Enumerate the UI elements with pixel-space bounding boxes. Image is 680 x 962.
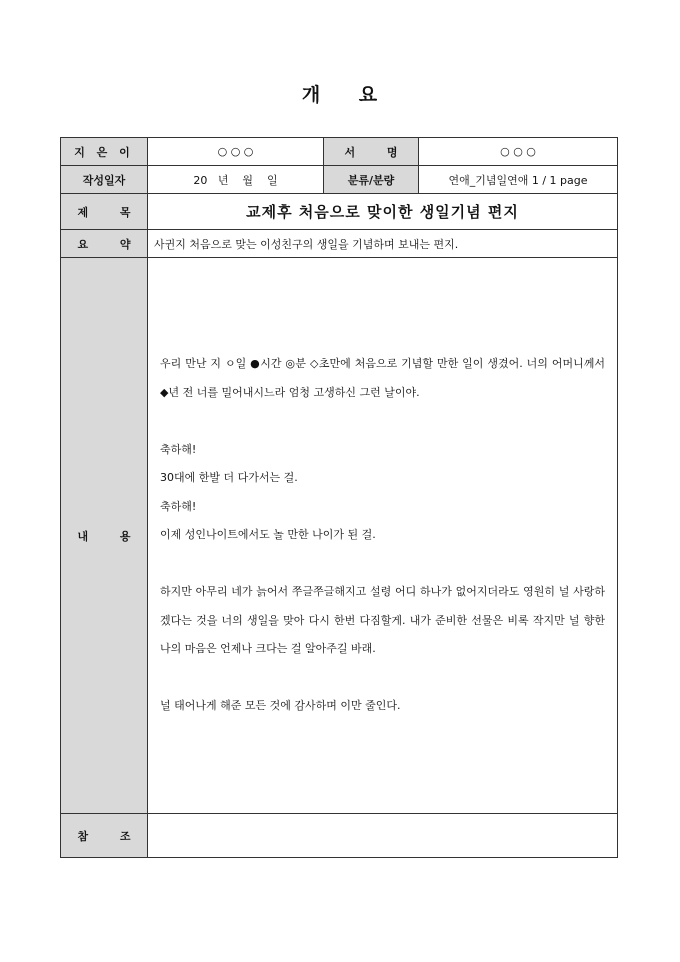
subject-value: 교제후 처음으로 맞이한 생일기념 편지 [148,194,618,230]
content-paragraph-2: 하지만 아무리 네가 늙어서 쭈글쭈글해지고 설령 어디 하나가 없어지더라도 영원히 널 사랑하겠다는 것을 너의 생일을 맞아 다시 한번 다짐할게. 내가 준비한 선물은 비록 작지만 널 향한 나의 마음은 언제나 크다는 걸 알아주길 바래. [160,585,605,656]
content-paragraph-1: 우리 만난 지 ㅇ일 ●시간 ◎분 ◇초만에 처음으로 기념할 만한 일이 생겼어. 너의 어머니께서 ◆년 전 너를 밀어내시느라 엄청 고생하신 그런 날이야. [160,357,605,399]
content-closing: 널 태어나게 해준 모든 것에 감사하며 이만 줄인다. [160,699,401,713]
content-line-3: 축하해! [160,499,197,513]
subject-row [61,194,618,230]
content-label: 내 용 [61,258,148,814]
summary-label: 요 약 [61,230,148,258]
summary-row [61,230,618,258]
content-row [61,258,618,814]
summary-value: 사귄지 처음으로 맞는 이성친구의 생일을 기념하며 보내는 편지. [148,230,618,258]
subject-label: 제 목 [61,194,148,230]
reference-row [61,814,618,858]
author-label: 지 은 이 [61,138,148,166]
date-value: 20 년 월 일 [148,166,324,194]
reference-value [148,814,618,858]
author-row [61,138,618,166]
reference-label: 참 조 [61,814,148,858]
date-label: 작성일자 [61,166,148,194]
content-line-1: 축하해! [160,442,197,456]
content-line-4: 이제 성인나이트에서도 놀 만한 나이가 된 걸. [160,528,376,542]
document-title: 개 요 [301,84,379,106]
document-form-table [60,137,618,858]
category-label: 분류/분량 [324,166,419,194]
content-body [148,258,618,814]
content-line-2: 30대에 한발 더 다가서는 걸. [160,471,298,485]
author-value: ○ ○ ○ [148,138,324,166]
signature-label: 서 명 [324,138,419,166]
date-row [61,166,618,194]
category-value: 연애_기념일연애 1 / 1 page [419,166,618,194]
signature-value: ○ ○ ○ [419,138,618,166]
